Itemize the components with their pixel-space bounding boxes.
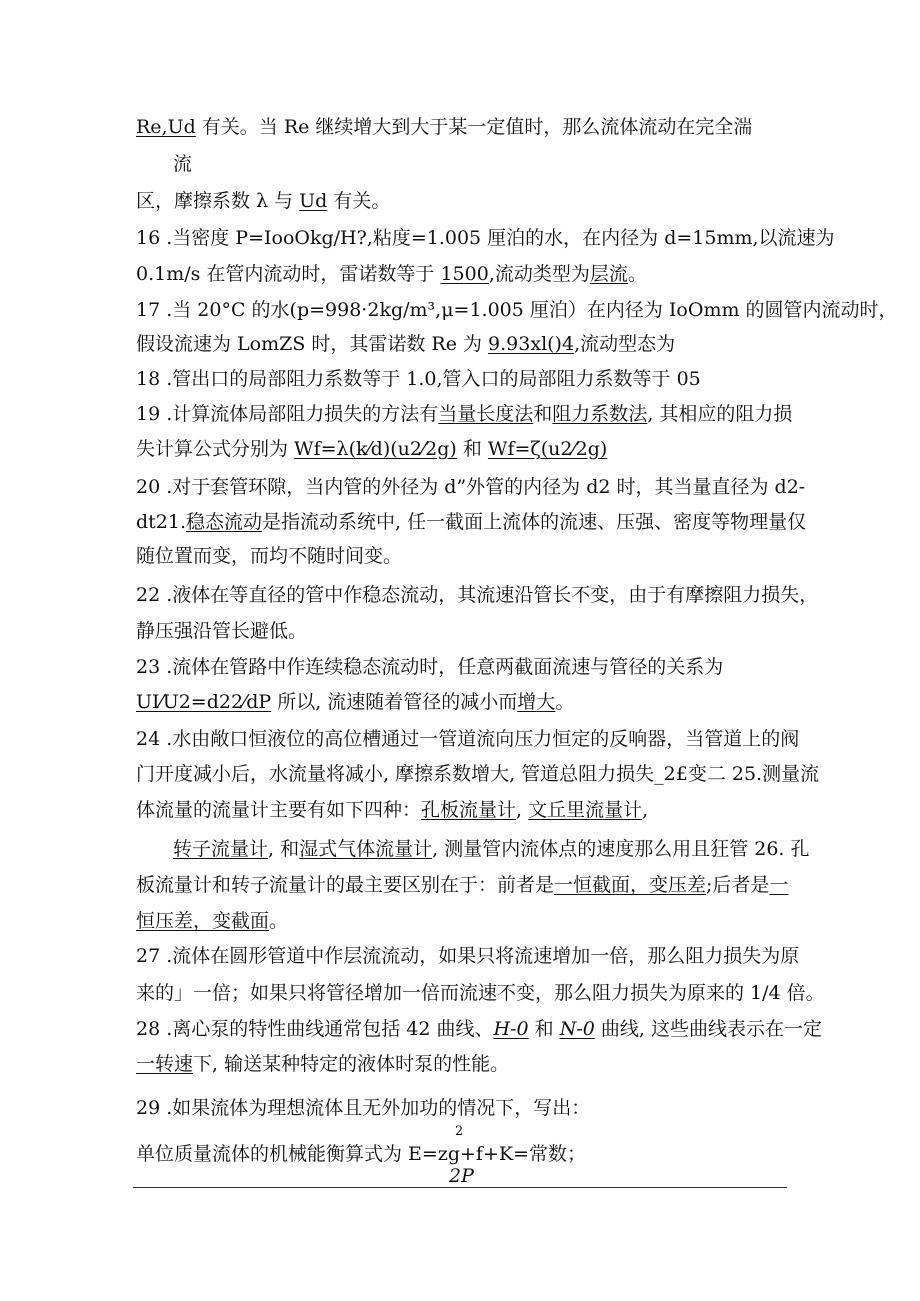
text-segment: 18 .管出口的局部阻力系数等于 1.0,管入口的局部阻力系数等于 05 <box>136 368 701 390</box>
text-segment: 和 <box>533 403 553 425</box>
text-line <box>136 1142 586 1166</box>
text-segment: 29 .如果流体为理想流体且无外加功的情况下，写出： <box>136 1097 591 1119</box>
text-segment: , 测量管内流体点的速度那么用且狂管 26. 孔 <box>432 838 810 860</box>
underlined-answer: Wf=ζ(u2⁄2g) <box>487 438 608 460</box>
text-line <box>136 226 835 250</box>
text-line <box>136 944 799 968</box>
text-line <box>136 1096 590 1120</box>
text-segment: 。 <box>269 910 289 932</box>
underlined-answer: 孔板流量计 <box>421 799 517 821</box>
text-segment: 22 .液体在等直径的管中作稳态流动，其流速沿管长不变，由于有摩擦阻力损失， <box>136 584 819 606</box>
text-segment: 板流量计和转子流量计的最主要区别在于：前者是 <box>136 874 555 896</box>
text-segment: 是指流动系统中, 任一截面上流体的流速、压强、密度等物理量仅 <box>262 511 807 533</box>
underlined-answer: 稳态流动 <box>186 511 263 533</box>
text-segment: 假设流速为 LomZS 时，其雷诺数 Re 为 <box>136 333 489 355</box>
text-line <box>136 762 819 786</box>
text-line <box>136 727 799 751</box>
text-line <box>136 115 752 139</box>
text-line <box>136 690 574 714</box>
text-segment: 19 .计算流体局部阻力损失的方法有 <box>136 403 439 425</box>
text-line <box>173 837 810 861</box>
underlined-answer: Wf=λ(k⁄d)(u2⁄2g) <box>294 438 457 460</box>
underlined-answer: 一恒截面，变压差 <box>554 874 707 896</box>
underlined-answer: UI⁄U2=d22⁄dP <box>136 691 272 713</box>
text-segment: 随位置而变，而均不随时间变。 <box>136 545 403 567</box>
text-segment: 。 <box>555 691 575 713</box>
text-line <box>136 332 675 356</box>
text-segment: 所以, 流速随着管径的减小而 <box>271 691 518 713</box>
text-segment: 16 .当密度 P=IooOkg/H?,粘度=1.005 厘泊的水，在内径为 d=15mm,以流速为 <box>136 227 835 249</box>
text-segment: 门开度减小后，水流量将减小, 摩擦系数增大, 管道总阻力损失_2£变二 25.测量流 <box>136 763 820 785</box>
text-line <box>136 1017 822 1041</box>
text-segment: , <box>642 799 649 821</box>
text-segment: 有关。当 Re 继续增大到大于某一定值时，那么流体流动在完全湍 <box>195 116 753 138</box>
text-segment: , 其相应的阻力损 <box>647 403 793 425</box>
text-segment: 20 .对于套管环隙，当内管的外径为 d”外管的内径为 d2 时，其当量直径为 d2- <box>136 476 806 498</box>
text-segment: 28 .离心泵的特性曲线通常包括 42 曲线、 <box>136 1018 494 1040</box>
text-line <box>136 189 390 213</box>
text-line <box>136 402 792 426</box>
text-segment: 。 <box>627 263 647 285</box>
underlined-answer: Ud <box>299 190 328 212</box>
text-line <box>136 1052 509 1076</box>
text-segment: 24 .水由敞口恒液位的高位槽通过一管道流向压力恒定的反响器，当管道上的阀 <box>136 728 800 750</box>
text-segment: dt21. <box>136 511 187 533</box>
text-line <box>136 655 723 679</box>
text-segment: 17 .当 20°C 的水(p=998·2kg∕m³,μ=1.005 厘泊）在内径为 IoOmm 的圆管内流动时， <box>136 299 898 321</box>
underlined-answer: 文丘里流量计 <box>528 799 643 821</box>
underlined-answer: 当量长度法 <box>438 403 534 425</box>
text-segment: ,流动类型为 <box>488 263 590 285</box>
text-segment: 体流量的流量计主要有如下四种： <box>136 799 422 821</box>
underlined-answer: 1500 <box>440 263 489 285</box>
underlined-answer: H-0 <box>493 1018 529 1040</box>
text-line <box>136 510 806 534</box>
text-line <box>136 437 607 461</box>
underlined-answer: Re,Ud <box>136 116 196 138</box>
text-segment: ,流动型态为 <box>574 333 676 355</box>
formula-superscript: 2 <box>455 1124 464 1139</box>
underlined-answer: 湿式气体流量计 <box>299 838 433 860</box>
text-segment: 流 <box>173 153 193 175</box>
text-segment: 单位质量流体的机械能衡算式为 E=zg+f+K=常数； <box>136 1143 586 1165</box>
formula-denominator: 2P <box>449 1165 474 1187</box>
text-line <box>136 909 288 933</box>
text-line <box>136 475 805 499</box>
text-segment: 和 <box>456 438 488 460</box>
text-line <box>136 544 402 568</box>
text-line <box>136 298 898 322</box>
text-line <box>173 152 192 176</box>
text-segment: 和 <box>528 1018 560 1040</box>
text-segment: , <box>516 799 529 821</box>
text-segment: 有关。 <box>327 190 391 212</box>
text-line <box>136 873 788 897</box>
text-segment: 27 .流体在圆形管道中作层流流动，如果只将流速增加一倍，那么阻力损失为原 <box>136 945 800 967</box>
text-segment: 区，摩擦系数 λ 与 <box>136 190 300 212</box>
text-line <box>136 367 701 391</box>
underlined-answer: 9.93xl()4 <box>488 333 575 355</box>
text-segment: 曲线, 这些曲线表示在一定 <box>594 1018 822 1040</box>
text-line <box>136 619 307 643</box>
underlined-answer: 阻力系数法 <box>552 403 648 425</box>
underlined-answer: 增大 <box>517 691 556 713</box>
underlined-answer: N-0 <box>559 1018 595 1040</box>
text-line <box>136 583 818 607</box>
text-segment: 0.1m/s 在管内流动时，雷诺数等于 <box>136 263 441 285</box>
text-segment: 来的」一倍；如果只将管径增加一倍而流速不变，那么阻力损失为原来的 1/4 倍。 <box>136 982 825 1004</box>
text-segment: 下, 输送某种特定的液体时泵的性能。 <box>193 1053 510 1075</box>
page-rule <box>133 1187 787 1188</box>
text-line <box>136 262 647 286</box>
underlined-answer: 转子流量计 <box>173 838 269 860</box>
text-segment: 23 .流体在管路中作连续稳态流动时，任意两截面流速与管径的关系为 <box>136 656 724 678</box>
text-line <box>136 798 648 822</box>
underlined-answer: 恒压差，变截面 <box>136 910 270 932</box>
underlined-answer: 一 <box>769 874 789 896</box>
text-line <box>136 981 825 1005</box>
text-segment: ;后者是 <box>706 874 770 896</box>
underlined-answer: 一转速 <box>136 1053 194 1075</box>
underlined-answer: 层流 <box>589 263 628 285</box>
text-segment: , 和 <box>268 838 300 860</box>
text-segment: 静压强沿管长避低。 <box>136 620 308 642</box>
text-segment: 失计算公式分别为 <box>136 438 295 460</box>
